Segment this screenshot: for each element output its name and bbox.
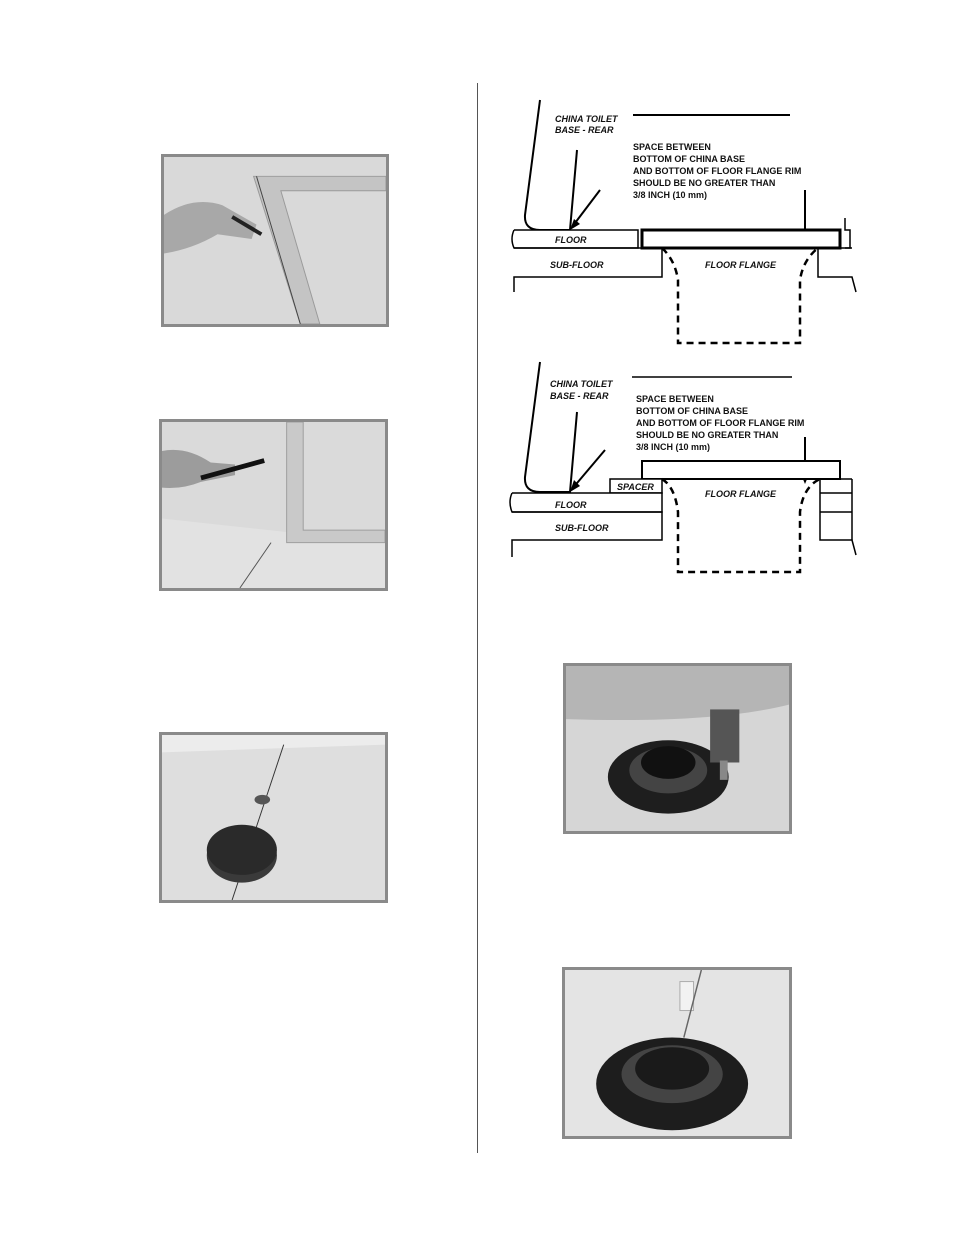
sub-floor-label: SUB-FLOOR bbox=[555, 523, 609, 533]
diagram-flange-with-spacer bbox=[500, 362, 860, 582]
photo-flange-with-bolt bbox=[562, 967, 792, 1139]
china-toilet-label: BASE - REAR bbox=[555, 125, 614, 135]
photo-floor-hole-cut bbox=[159, 732, 388, 903]
space-note-line: 3/8 INCH (10 mm) bbox=[633, 190, 708, 200]
diagram-flange-flush bbox=[500, 95, 860, 350]
column-divider bbox=[477, 83, 478, 1153]
spacer-label: SPACER bbox=[617, 482, 654, 492]
space-note-line: SPACE BETWEEN bbox=[636, 394, 714, 404]
photo-marking-floor-line bbox=[159, 419, 388, 591]
floor-label: FLOOR bbox=[555, 235, 587, 245]
space-note-line: SHOULD BE NO GREATER THAN bbox=[633, 178, 776, 188]
floor-flange-label: FLOOR FLANGE bbox=[705, 489, 776, 499]
china-toilet-label: CHINA TOILET bbox=[550, 379, 613, 389]
floor-flange-label: FLOOR FLANGE bbox=[705, 260, 776, 270]
china-toilet-label: BASE - REAR bbox=[550, 391, 609, 401]
space-note-line: SHOULD BE NO GREATER THAN bbox=[636, 430, 779, 440]
space-note-line: AND BOTTOM OF FLOOR FLANGE RIM bbox=[636, 418, 805, 428]
floor-label: FLOOR bbox=[555, 500, 587, 510]
space-note-line: 3/8 INCH (10 mm) bbox=[636, 442, 711, 452]
space-note-line: AND BOTTOM OF FLOOR FLANGE RIM bbox=[633, 166, 802, 176]
sub-floor-label: SUB-FLOOR bbox=[550, 260, 604, 270]
china-toilet-label: CHINA TOILET bbox=[555, 114, 618, 124]
photo-drilling-flange bbox=[563, 663, 792, 834]
space-note-line: BOTTOM OF CHINA BASE bbox=[636, 406, 748, 416]
space-note-line: BOTTOM OF CHINA BASE bbox=[633, 154, 745, 164]
space-note-line: SPACE BETWEEN bbox=[633, 142, 711, 152]
photo-marking-wall-with-square bbox=[161, 154, 389, 327]
